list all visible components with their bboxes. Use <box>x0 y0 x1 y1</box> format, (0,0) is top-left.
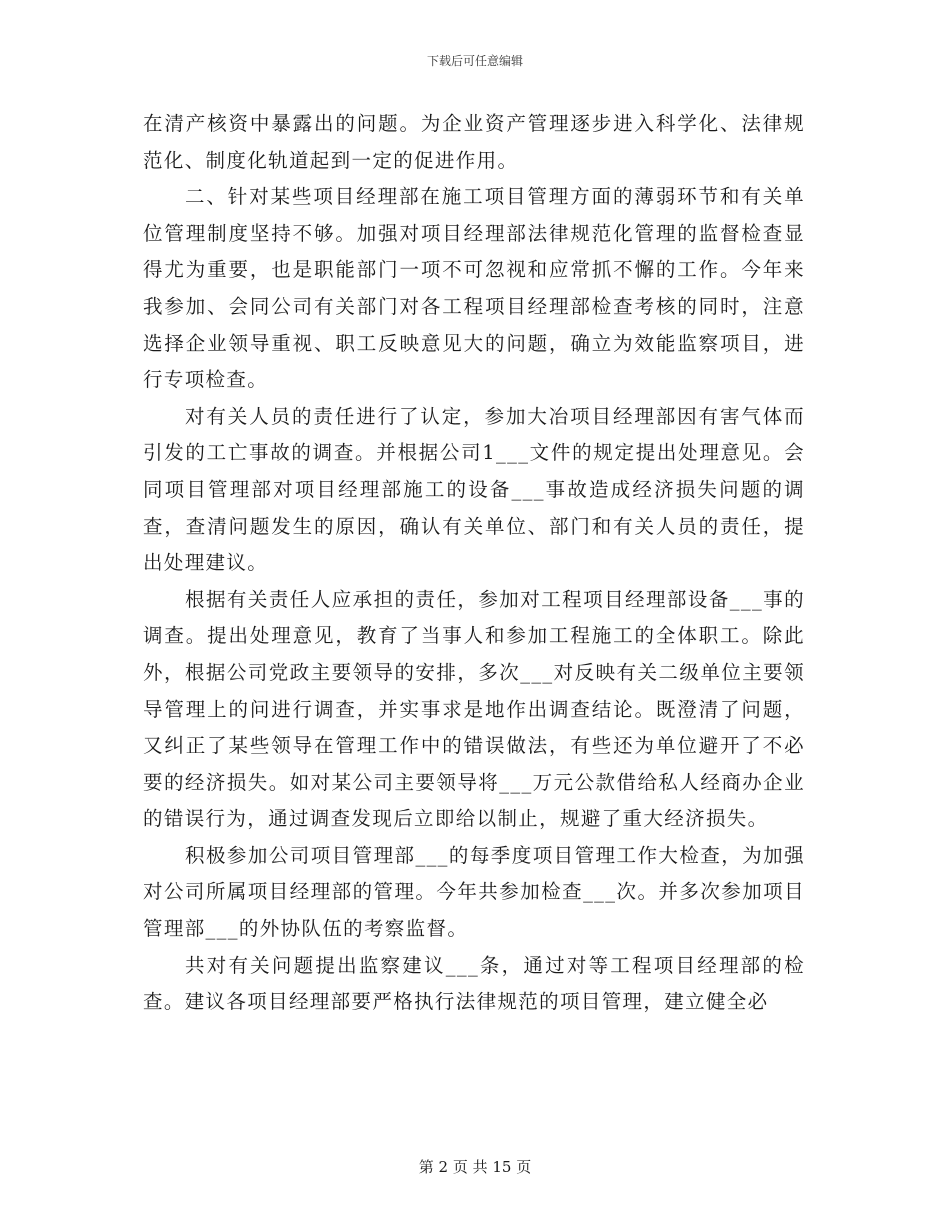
page-header: 下载后可任意编辑 <box>426 54 523 68</box>
paragraph-continuation: 在清产核资中暴露出的问题。为企业资产管理逐步进入科学化、法律规范化、制度化轨道起到一定的促进作用。 <box>143 112 805 172</box>
page-number: 第 2 页 共 15 页 <box>418 1158 532 1176</box>
paragraph-quarterly-inspection: 积极参加公司项目管理部___的每季度项目管理工作大检查，为加强对公司所属项目经理部的管理。今年共参加检查___次。并多次参加项目管理部___的外协队伍的考察监督。 <box>143 843 805 941</box>
paragraph-supervision-suggestions: 共对有关问题提出监察建议___条，通过对等工程项目经理部的检查。建议各项目经理部要严格执行法律规范的项目管理，建立健全必 <box>143 953 805 1014</box>
document-body <box>143 106 805 1021</box>
paragraph-accident-investigation: 对有关人员的责任进行了认定，参加大冶项目经理部因有害气体而引发的工亡事故的调查。并根据公司1___文件的规定提出处理意见。会同项目管理部对项目经理部施工的设备___事故造成经济损失问题的调查，查清问题发生的原因，确认有关单位、部门和有关人员的责任，提出处理建议。 <box>143 404 805 575</box>
paragraph-section-two: 二、针对某些项目经理部在施工项目管理方面的薄弱环节和有关单位管理制度坚持不够。加强对项目经理部法律规范化管理的监督检查显得尤为重要，也是职能部门一项不可忽视和应常抓不懈的工作。今年来我参加、会同公司有关部门对各工程项目经理部检查考核的同时，注意选择企业领导重视、职工反映意见大的问题，确立为效能监察项目，进行专项检查。 <box>143 185 805 392</box>
paragraph-responsibility: 根据有关责任人应承担的责任，参加对工程项目经理部设备___事的调查。提出处理意见，教育了当事人和参加工程施工的全体职工。除此外，根据公司党政主要领导的安排，多次___对反映有关二级单位主要领导管理上的问进行调查，并实事求是地作出调查结论。既澄清了问题，又纠正了某些领导在管理工作中的错误做法，有些还为单位避开了不必要的经济损失。如对某公司主要领导将___万元公款借给私人经商办企业的错误行为，通过调查发现后立即给以制止，规避了重大经济损失。 <box>143 587 805 831</box>
